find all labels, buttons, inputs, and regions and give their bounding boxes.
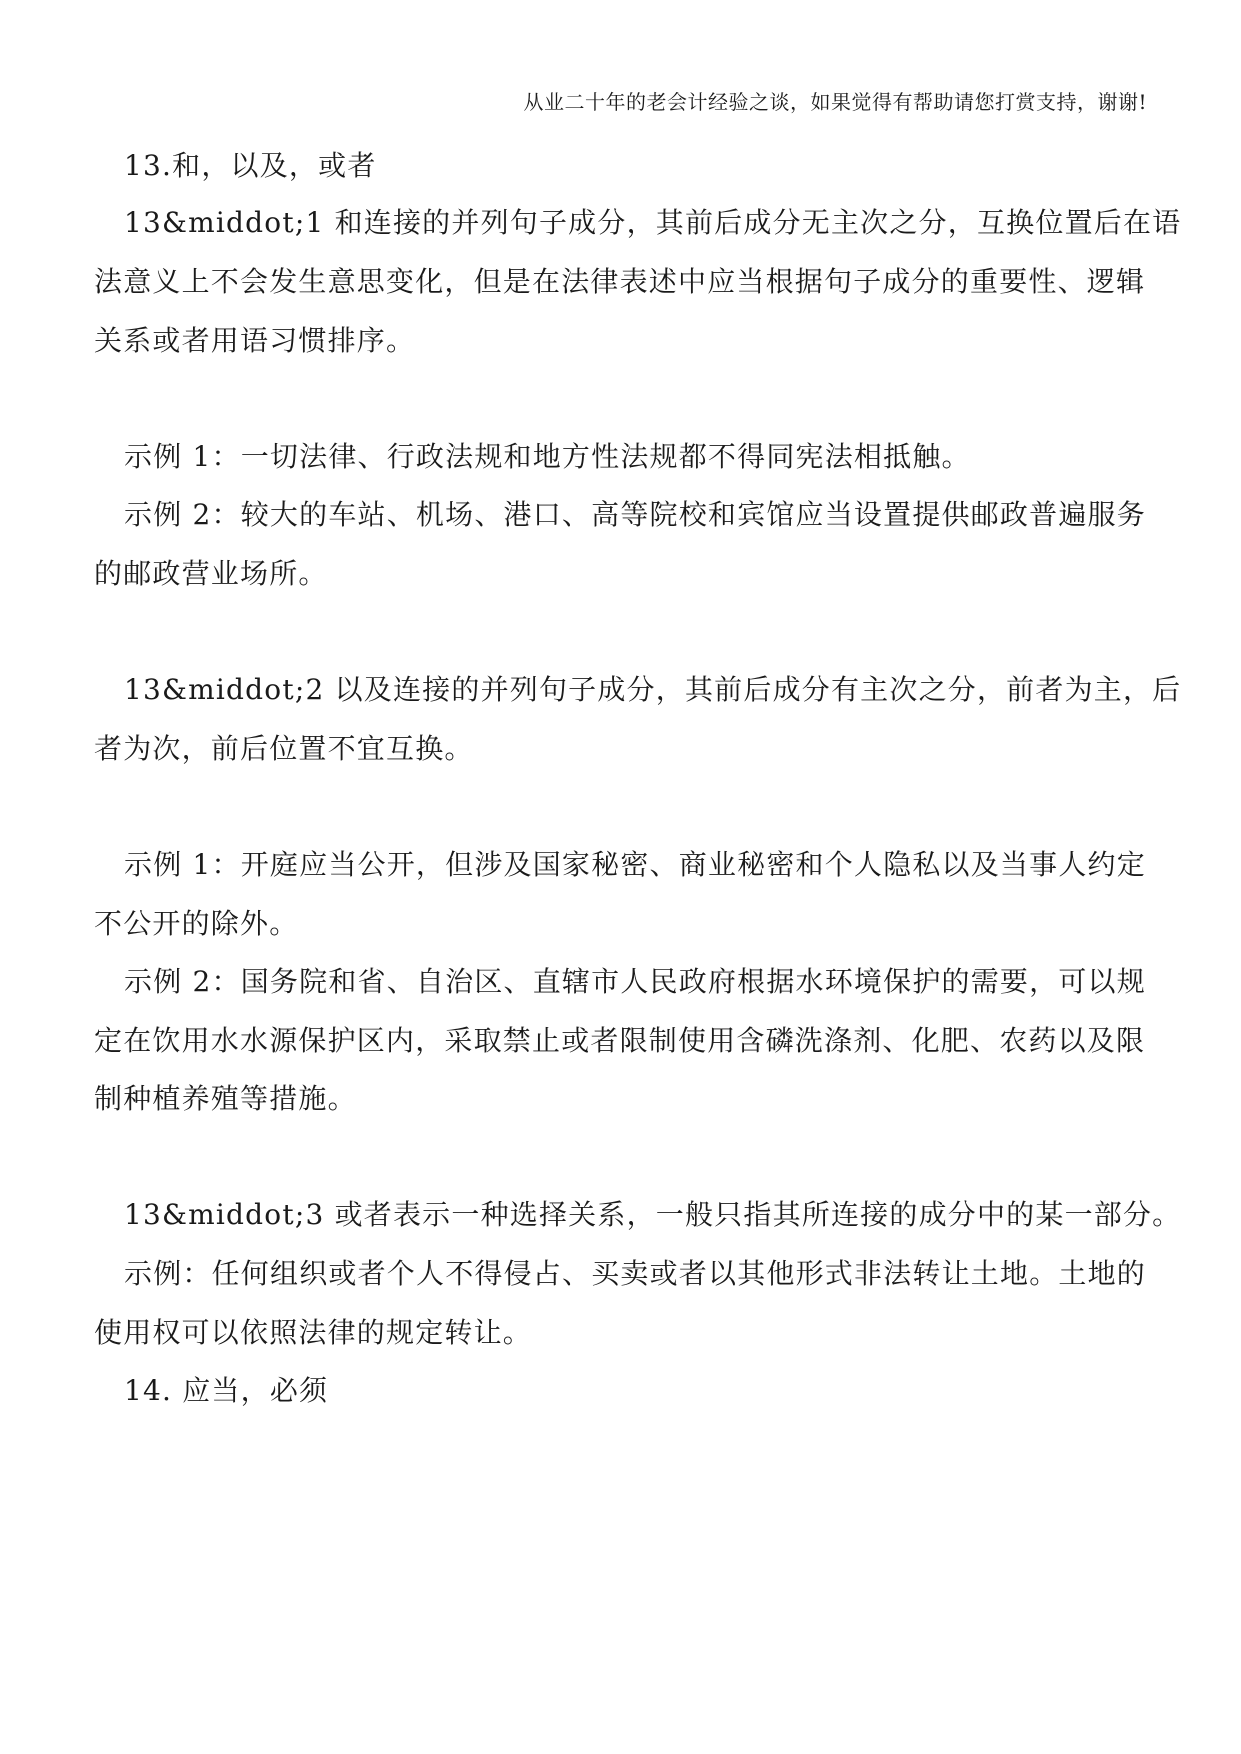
section-13-1-example-2-line-2: 的邮政营业场所。: [94, 557, 328, 590]
section-13-2-line-2: 者为次，前后位置不宜互换。: [94, 732, 474, 765]
page-header-note: 从业二十年的老会计经验之谈，如果觉得有帮助请您打赏支持，谢谢!: [523, 90, 1147, 114]
section-13-1-line-1: 13&middot;1 和连接的并列句子成分，其前后成分无主次之分，互换位置后在语: [124, 206, 1182, 239]
section-13-2-example-1-line-1: 示例 1：开庭应当公开，但涉及国家秘密、商业秘密和个人隐私以及当事人约定: [124, 848, 1146, 881]
section-13-1-example-1: 示例 1：一切法律、行政法规和地方性法规都不得同宪法相抵触。: [124, 440, 971, 473]
section-13-title: 13.和，以及，或者: [124, 149, 377, 182]
section-13-3-example-line-2: 使用权可以依照法律的规定转让。: [94, 1316, 533, 1349]
section-13-1-example-2-line-1: 示例 2：较大的车站、机场、港口、高等院校和宾馆应当设置提供邮政普遍服务: [124, 498, 1146, 531]
section-13-2-example-2-line-1: 示例 2：国务院和省、自治区、直辖市人民政府根据水环境保护的需要，可以规: [124, 965, 1146, 998]
section-13-3-example-line-1: 示例：任何组织或者个人不得侵占、买卖或者以其他形式非法转让土地。土地的: [124, 1257, 1147, 1290]
section-13-3: 13&middot;3 或者表示一种选择关系，一般只指其所连接的成分中的某一部分。: [124, 1198, 1182, 1231]
section-13-2-line-1: 13&middot;2 以及连接的并列句子成分，其前后成分有主次之分，前者为主，后: [124, 673, 1182, 706]
section-14-title: 14. 应当，必须: [124, 1374, 329, 1407]
section-13-2-example-1-line-2: 不公开的除外。: [94, 907, 299, 940]
section-13-1-line-3: 关系或者用语习惯排序。: [94, 324, 416, 357]
section-13-2-example-2-line-3: 制种植养殖等措施。: [94, 1082, 357, 1115]
section-13-2-example-2-line-2: 定在饮用水水源保护区内，采取禁止或者限制使用含磷洗涤剂、化肥、农药以及限: [94, 1024, 1146, 1057]
section-13-1-line-2: 法意义上不会发生意思变化，但是在法律表述中应当根据句子成分的重要性、逻辑: [94, 265, 1146, 298]
